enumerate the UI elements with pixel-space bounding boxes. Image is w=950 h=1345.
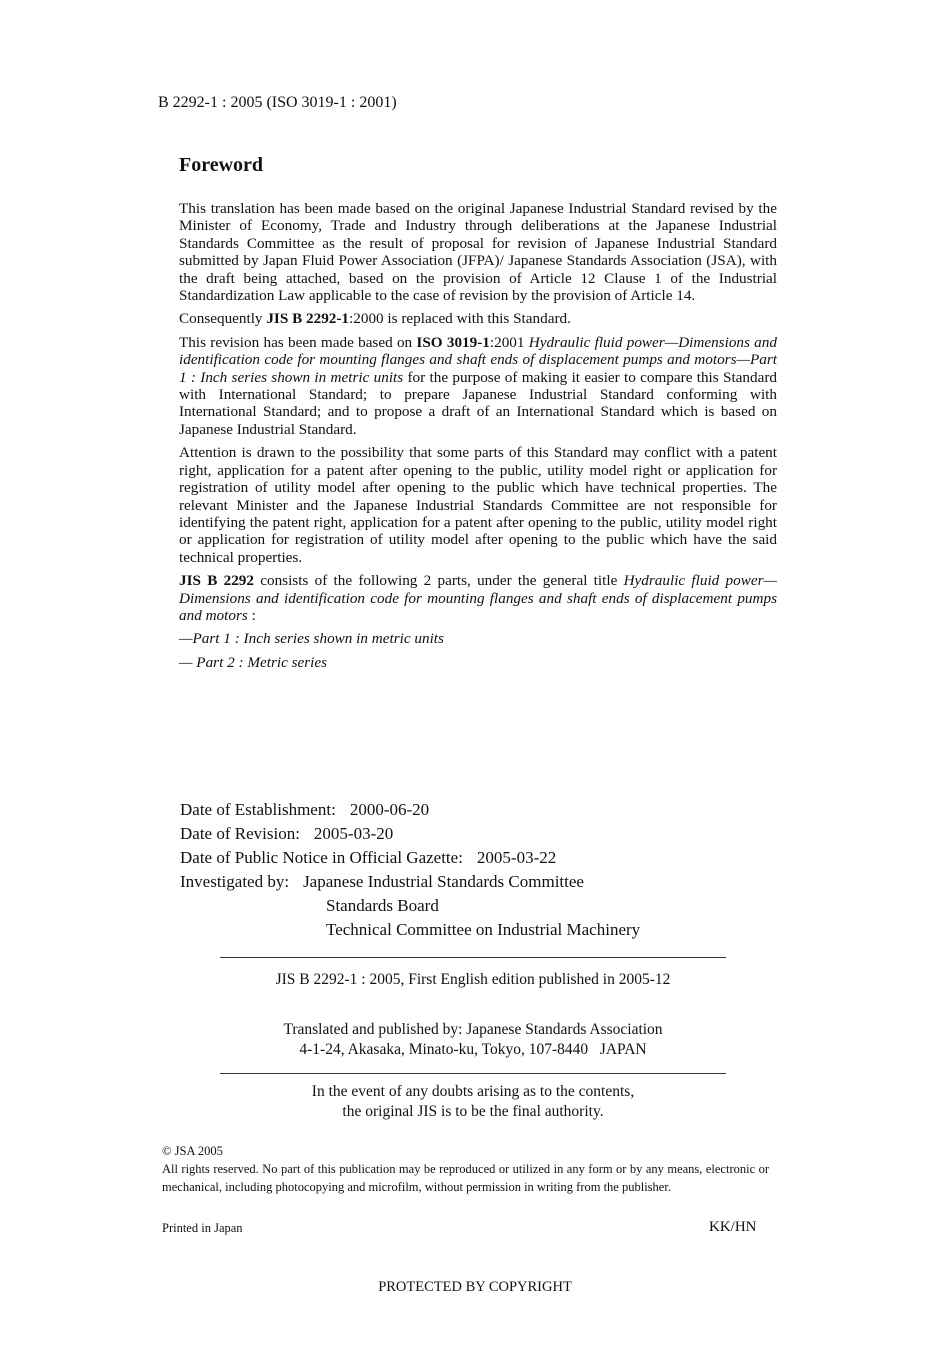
establishment-value: 2000-06-20	[349, 800, 430, 819]
copyright-block	[162, 1142, 769, 1196]
text-run: consists of the following 2 parts, under the general title	[253, 572, 624, 590]
part-list-item-2: — Part 2 : Metric series	[179, 653, 328, 671]
foreword-paragraph-5	[179, 572, 777, 624]
investigated-label: Investigated by:	[180, 872, 290, 891]
publisher-address: 4-1-24, Akasaka, Minato-ku, Tokyo, 107-8440 JAPAN	[299, 1041, 647, 1058]
part-list-item-1: —Part 1 : Inch series shown in metric units	[179, 630, 444, 648]
establishment-row	[180, 798, 640, 822]
authority-line-1: In the event of any doubts arising as to the contents,	[311, 1083, 635, 1100]
divider	[220, 957, 726, 958]
foreword-paragraph-4: Attention is drawn to the possibility that some parts of this Standard may conflict with a patent right, application for a patent after opening to the public, utility model right or application for registration of utility model after opening to the public which have technical properties. The relevant Minister and the Japanese Industrial Standards Committee are not responsible for identifying the patent right, application for a patent after opening to the public, utility model right or application for registration of utility model after opening to the public which have the said technical properties.	[179, 444, 777, 566]
public-notice-row	[180, 846, 640, 870]
investigated-by-line-1: Japanese Industrial Standards Committee	[303, 872, 584, 891]
foreword-paragraph-1: This translation has been made based on the original Japanese Industrial Standard revised by the Minister of Economy, Trade and Industry through deliberations at the Japanese Industrial Standards Committee as the result of proposal for revision of Japanese Industrial Standard submitted by Japan Fluid Power Association (JFPA)/ Japanese Standards Association (JSA), with the draft being attached, based on the provision of Article 12 Clause 1 of the Industrial Standardization Law applicable to the case of revision by the provision of Article 14.	[179, 200, 777, 305]
public-notice-label: Date of Public Notice in Official Gazette:	[180, 848, 463, 867]
text-run: Consequently	[179, 310, 267, 328]
foreword-body	[179, 200, 777, 677]
foreword-title: Foreword	[179, 154, 264, 176]
investigated-by-line-3: Technical Committee on Industrial Machinery	[326, 920, 641, 939]
authority-notice	[220, 1082, 726, 1122]
iso-reference: ISO 3019-1	[416, 333, 490, 351]
edition-statement: JIS B 2292-1 : 2005, First English edition published in 2005-12	[275, 971, 671, 988]
jis-reference: JIS B 2292-1	[266, 310, 350, 328]
revision-value: 2005-03-20	[313, 824, 394, 843]
publisher-block	[220, 1020, 726, 1060]
copyright-mark: © JSA 2005	[162, 1144, 223, 1158]
text-run: This revision has been made based on	[179, 333, 417, 351]
divider	[220, 1073, 726, 1074]
investigated-row	[180, 870, 640, 894]
text-run: :2001	[489, 333, 529, 351]
public-notice-value: 2005-03-22	[476, 848, 557, 867]
iso-title: Hydraulic fluid power—Dimensions and identification code for mounting flanges and shaft ends of displacement pumps and motors—Part 1 : Inch series shown in metric units	[179, 333, 777, 386]
text-run: for the purpose of making it easier to compare this Standard with International Standard; to prepare Japanese Industrial Standard conforming with International Standard; and to propose a draft of an International Standard which is based on Japanese Industrial Standard.	[179, 368, 777, 438]
foreword-paragraph-3	[179, 334, 777, 438]
standard-reference-header: B 2292-1 : 2005 (ISO 3019-1 : 2001)	[158, 94, 397, 111]
investigated-by-line-2: Standards Board	[326, 896, 439, 915]
text-run: :2000 is replaced with this Standard.	[349, 310, 571, 328]
general-title: Hydraulic fluid power—Dimensions and identification code for mounting flanges and shaft ends of displacement pumps and motors	[179, 572, 777, 624]
publisher-line: Translated and published by: Japanese Standards Association	[283, 1021, 663, 1038]
jis-series-reference: JIS B 2292	[179, 572, 254, 590]
revision-label: Date of Revision:	[180, 824, 300, 843]
text-run: :	[247, 606, 256, 624]
authority-line-2: the original JIS is to be the final authority.	[342, 1103, 604, 1120]
rights-statement: All rights reserved. No part of this publication may be reproduced or utilized in any form or by any means, electronic or mechanical, including photocopying and microfilm, without permission in writing from the publisher.	[162, 1162, 769, 1194]
foreword-paragraph-2	[179, 310, 777, 327]
printed-in-label: Printed in Japan	[162, 1221, 243, 1235]
establishment-label: Date of Establishment:	[180, 800, 336, 819]
standard-dates-block	[180, 798, 640, 942]
revision-row	[180, 822, 640, 846]
copyright-footer: PROTECTED BY COPYRIGHT	[378, 1279, 572, 1295]
print-code: KK/HN	[709, 1219, 757, 1235]
